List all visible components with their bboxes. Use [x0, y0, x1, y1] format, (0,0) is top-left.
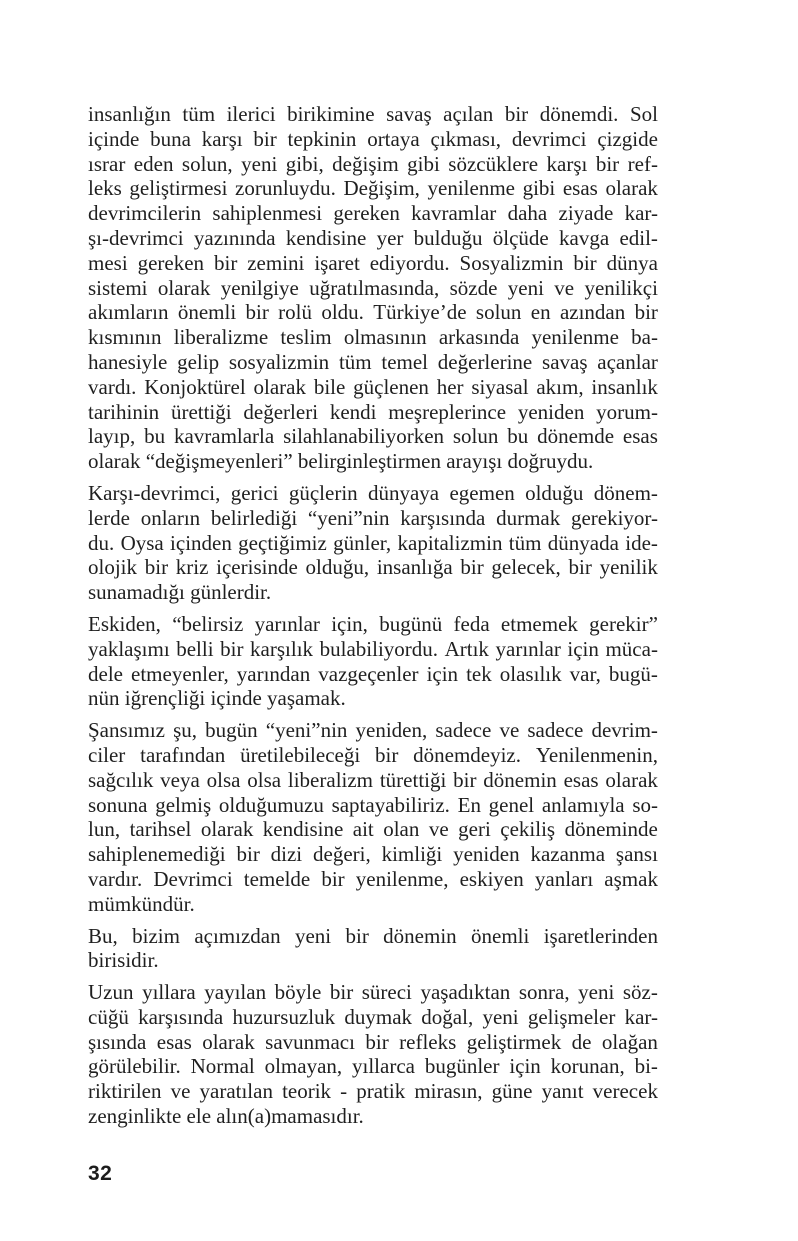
- paragraph: [88, 980, 658, 1129]
- text-line: olarak “değişmeyenleri” belirginleştirmen arayışı doğruydu.: [88, 449, 594, 474]
- text-line: layıp, bu kavramlarla silahlanabiliyorken solun bu dönemde esas: [88, 424, 658, 449]
- text-line: sağcılık veya olsa olsa liberalizm türettiği bir dönemin esas olarak: [88, 767, 658, 792]
- paragraph: [88, 924, 658, 974]
- page-number: 32: [88, 1162, 113, 1185]
- paragraph: [88, 612, 658, 711]
- text-line: nün iğrençliği içinde yaşamak.: [88, 686, 346, 711]
- text-line: Bu, bizim açımızdan yeni bir dönemin önemli işaretlerinden: [88, 923, 658, 948]
- text-line: Uzun yıllara yayılan böyle bir süreci yaşadıktan sonra, yeni söz-: [88, 980, 658, 1005]
- text-line: tarihinin ürettiği değerleri kendi meşreplerince yeniden yorum-: [88, 399, 658, 424]
- text-line: şısında esas olarak savunmacı bir refleks geliştirmek de olağan: [88, 1029, 658, 1054]
- text-line: akımların önemli bir rolü oldu. Türkiye’de solun en azından bir: [88, 300, 658, 325]
- text-line: şı-devrimci yazınında kendisine yer bulduğu ölçüde kavga edil-: [88, 225, 658, 250]
- text-line: sunamadığı günlerdir.: [88, 580, 272, 605]
- text-line: kısmının liberalizme teslim olmasının arkasında yenilenme ba-: [88, 325, 658, 350]
- text-line: vardı. Konjoktürel olarak bile güçlenen her siyasal akım, insanlık: [88, 374, 658, 399]
- text-line: dele etmeyenler, yarından vazgeçenler için tek olasılık var, bugü-: [88, 661, 658, 686]
- text-line: vardır. Devrimci temelde bir yenilenme, eskiyen yanları aşmak: [88, 866, 658, 891]
- text-line: du. Oysa içinden geçtiğimiz günler, kapitalizmin tüm dünyada ide-: [88, 530, 658, 555]
- text-line: mümkündür.: [88, 891, 195, 916]
- paragraph: [88, 481, 658, 605]
- text-line: sahiplenemediği bir dizi değeri, kimliği yeniden kazanma şansı: [88, 842, 658, 867]
- text-line: olojik bir kriz içerisinde olduğu, insanlığa bir gelecek, bir yenilik: [88, 555, 658, 580]
- paragraph: [88, 718, 658, 916]
- text-line: zenginlikte ele alın(a)mamasıdır.: [88, 1104, 364, 1129]
- text-line: riktirilen ve yaratılan teorik - pratik mirasın, güne yanıt verecek: [88, 1079, 658, 1104]
- paragraph: [88, 102, 658, 474]
- text-block: [88, 102, 658, 1136]
- text-line: lun, tarihsel olarak kendisine ait olan ve geri çekiliş döneminde: [88, 817, 658, 842]
- text-line: devrimcilerin sahiplenmesi gereken kavramlar daha ziyade kar-: [88, 201, 658, 226]
- text-line: Şansımız şu, bugün “yeni”nin yeniden, sadece ve sadece devrim-: [88, 718, 658, 743]
- text-line: hanesiyle gelip sosyalizmin tüm temel değerlerine savaş açanlar: [88, 349, 658, 374]
- text-line: ısrar eden solun, yeni gibi, değişim gibi sözcüklere karşı bir ref-: [88, 151, 658, 176]
- text-line: sonuna gelmiş olduğumuzu saptayabiliriz. En genel anlamıyla so-: [88, 792, 658, 817]
- text-line: ciler tarafından üretilebileceği bir dönemdeyiz. Yenilenmenin,: [88, 742, 658, 767]
- text-line: mesi gereken bir zemini işaret ediyordu. Sosyalizmin bir dünya: [88, 250, 658, 275]
- text-line: Eskiden, “belirsiz yarınlar için, bugünü feda etmemek gerekir”: [88, 611, 658, 636]
- text-line: yaklaşımı belli bir karşılık bulabiliyordu. Artık yarınlar için müca-: [88, 636, 658, 661]
- text-line: cüğü karşısında huzursuzluk duymak doğal, yeni gelişmeler kar-: [88, 1004, 658, 1029]
- text-line: sistemi olarak yenilgiye uğratılmasında, sözde yeni ve yenilikçi: [88, 275, 658, 300]
- text-line: lerde onların belirlediği “yeni”nin karşısında durmak gerekiyor-: [88, 505, 658, 530]
- text-line: leks geliştirmesi zorunluydu. Değişim, yenilenme gibi esas olarak: [88, 176, 658, 201]
- text-line: birisidir.: [88, 948, 159, 973]
- text-line: insanlığın tüm ilerici birikimine savaş açılan bir dönemdi. Sol: [88, 102, 658, 126]
- text-line: görülebilir. Normal olmayan, yıllarca bugünler için korunan, bi-: [88, 1054, 658, 1079]
- text-line: Karşı-devrimci, gerici güçlerin dünyaya egemen olduğu dönem-: [88, 480, 658, 505]
- text-line: içinde buna karşı bir tepkinin ortaya çıkması, devrimci çizgide: [88, 126, 658, 151]
